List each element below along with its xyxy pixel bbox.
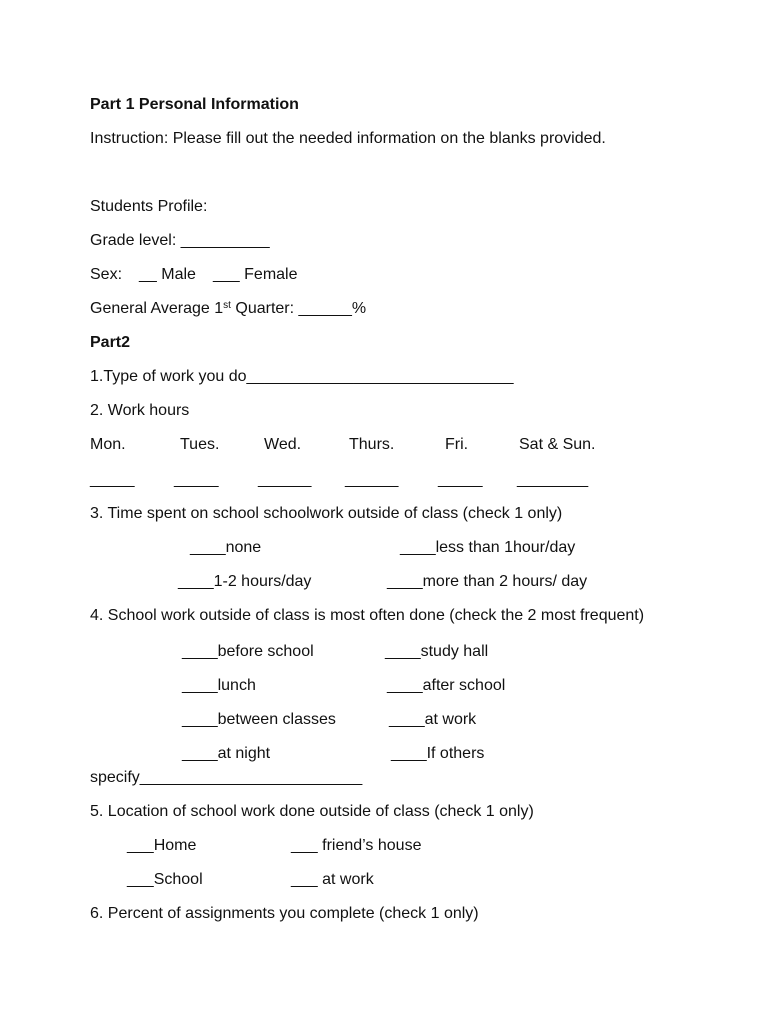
- q1-type-of-work[interactable]: 1.Type of work you do______________________________: [90, 368, 514, 385]
- hours-blank[interactable]: _____: [174, 471, 219, 488]
- sex-label: Sex:: [90, 266, 123, 283]
- hours-blank[interactable]: ______: [258, 471, 312, 488]
- grade-level-field[interactable]: Grade level: __________: [90, 232, 270, 249]
- part1-title: Part 1 Personal Information: [90, 96, 299, 113]
- ordinal-suffix: st: [223, 300, 231, 311]
- q4-option[interactable]: ____lunch: [182, 677, 256, 694]
- q3-option[interactable]: ____none: [190, 539, 262, 556]
- q4-option[interactable]: ____at night: [182, 745, 271, 762]
- q4-option[interactable]: ____between classes: [182, 711, 336, 728]
- day-header: Fri.: [445, 436, 469, 453]
- day-header: Tues.: [180, 436, 220, 453]
- sex-male-option[interactable]: __ Male: [139, 266, 196, 283]
- q4-option[interactable]: ____before school: [182, 643, 314, 660]
- q3-label: 3. Time spent on school schoolwork outside of class (check 1 only): [90, 505, 563, 522]
- q5-option[interactable]: ___ at work: [291, 871, 374, 888]
- hours-blank[interactable]: _____: [90, 471, 135, 488]
- general-average-label: General Average 1: [90, 300, 224, 317]
- q5-option[interactable]: ___Home: [127, 837, 197, 854]
- day-header: Wed.: [264, 436, 302, 453]
- q5-option[interactable]: ___School: [127, 871, 203, 888]
- part2-title: Part2: [90, 334, 131, 351]
- q4-option[interactable]: ____at work: [389, 711, 477, 728]
- day-header: Thurs.: [349, 436, 395, 453]
- q3-option[interactable]: ____more than 2 hours/ day: [387, 573, 588, 590]
- q6-label: 6. Percent of assignments you complete (check 1 only): [90, 905, 479, 922]
- q2-label: 2. Work hours: [90, 402, 190, 419]
- sex-female-option[interactable]: ___ Female: [213, 266, 298, 283]
- q4-specify-field[interactable]: specify_________________________: [90, 769, 363, 786]
- q5-option[interactable]: ___ friend’s house: [291, 837, 422, 854]
- day-header: Sat & Sun.: [519, 436, 596, 453]
- students-profile-heading: Students Profile:: [90, 198, 208, 215]
- hours-blank[interactable]: _____: [438, 471, 483, 488]
- q5-label: 5. Location of school work done outside of class (check 1 only): [90, 803, 534, 820]
- q4-option[interactable]: ____study hall: [385, 643, 489, 660]
- general-average-field[interactable]: [90, 299, 366, 319]
- q4-label: 4. School work outside of class is most often done (check the 2 most frequent): [90, 607, 645, 624]
- q4-option[interactable]: ____after school: [387, 677, 506, 694]
- q4-option[interactable]: ____If others: [391, 745, 485, 762]
- hours-blank[interactable]: ________: [517, 471, 589, 488]
- instruction-text: Instruction: Please fill out the needed information on the blanks provided.: [90, 130, 606, 147]
- q3-option[interactable]: ____1-2 hours/day: [178, 573, 312, 590]
- day-header: Mon.: [90, 436, 126, 453]
- hours-blank[interactable]: ______: [345, 471, 399, 488]
- general-average-blank: Quarter: ______%: [230, 300, 367, 317]
- q3-option[interactable]: ____less than 1hour/day: [400, 539, 576, 556]
